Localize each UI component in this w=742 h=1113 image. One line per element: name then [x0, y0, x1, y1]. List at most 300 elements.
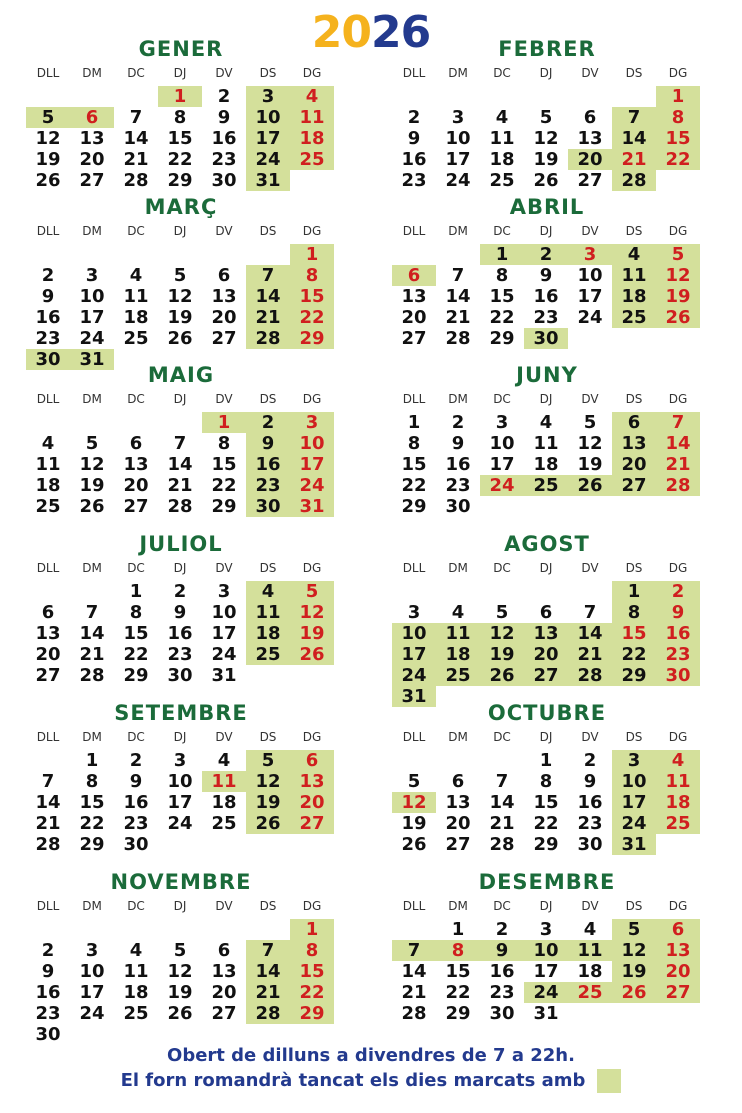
calendar-day: 28: [665, 475, 691, 496]
calendar-day: 27: [299, 813, 325, 834]
calendar-day: 11: [255, 602, 281, 623]
calendar-day: 12: [79, 454, 105, 475]
calendar-day: 12: [577, 433, 603, 454]
weekday-header: DC: [493, 66, 511, 80]
weekday-header: DV: [581, 392, 599, 406]
weekday-header: DM: [448, 66, 468, 80]
calendar-day: 8: [217, 433, 231, 454]
weekday-header: DM: [82, 730, 102, 744]
weekday-header: DC: [127, 899, 145, 913]
calendar-day: 29: [621, 665, 647, 686]
opening-hours-text: Obert de dilluns a divendres de 7 a 22h.: [167, 1045, 575, 1066]
calendar-day: 31: [621, 834, 647, 855]
calendar-day: 24: [533, 982, 559, 1003]
weekday-header: DC: [127, 224, 145, 238]
weekday-header: DG: [668, 392, 688, 406]
calendar-day: 11: [211, 771, 237, 792]
calendar-day: 7: [173, 433, 187, 454]
weekday-header: DS: [259, 66, 277, 80]
calendar-day: 24: [211, 644, 237, 665]
weekday-header: DLL: [402, 224, 426, 238]
calendar-day: 21: [665, 454, 691, 475]
calendar-day: 27: [35, 665, 61, 686]
calendar-day: 6: [41, 602, 55, 623]
calendar-day: 7: [129, 107, 143, 128]
calendar-day: 4: [671, 750, 685, 771]
weekday-header: DS: [625, 392, 643, 406]
calendar-day: 4: [305, 86, 319, 107]
calendar-day: 14: [401, 961, 427, 982]
calendar-day: 12: [167, 286, 193, 307]
legend-swatch: [597, 1069, 621, 1093]
calendar-day: 13: [35, 623, 61, 644]
calendar-day: 14: [123, 128, 149, 149]
month-name: JUNY: [516, 363, 578, 387]
calendar-day: 9: [217, 107, 231, 128]
weekday-header: DLL: [402, 899, 426, 913]
calendar-day: 2: [495, 919, 509, 940]
calendar-day: 9: [41, 286, 55, 307]
calendar-day: 16: [35, 982, 61, 1003]
calendar-day: 23: [167, 644, 193, 665]
calendar-day: 15: [621, 623, 647, 644]
calendar-day: 8: [671, 107, 685, 128]
calendar-day: 7: [41, 771, 55, 792]
calendar-day: 16: [533, 286, 559, 307]
calendar-day: 25: [577, 982, 603, 1003]
calendar-day: 28: [255, 328, 281, 349]
weekday-header: DM: [82, 224, 102, 238]
calendar-day: 20: [123, 475, 149, 496]
calendar-day: 23: [489, 982, 515, 1003]
calendar-day: 14: [79, 623, 105, 644]
calendar-day: 3: [451, 107, 465, 128]
calendar-day: 2: [539, 244, 553, 265]
calendar-day: 27: [401, 328, 427, 349]
calendar-day: 11: [123, 961, 149, 982]
calendar-day: 14: [665, 433, 691, 454]
calendar-day: 9: [41, 961, 55, 982]
calendar-day: 22: [123, 644, 149, 665]
calendar-day: 17: [255, 128, 281, 149]
calendar-day: 4: [627, 244, 641, 265]
calendar-day: 13: [533, 623, 559, 644]
calendar-day: 15: [401, 454, 427, 475]
calendar-day: 20: [79, 149, 105, 170]
calendar-day: 10: [79, 961, 105, 982]
weekday-header: DC: [127, 730, 145, 744]
calendar-day: 13: [123, 454, 149, 475]
calendar-day: 24: [167, 813, 193, 834]
calendar-day: 3: [85, 940, 99, 961]
month-name: GENER: [138, 37, 224, 61]
calendar-day: 9: [407, 128, 421, 149]
calendar-day: 24: [489, 475, 515, 496]
calendar-day: 16: [577, 792, 603, 813]
calendar-day: 6: [671, 919, 685, 940]
calendar-day: 29: [401, 496, 427, 517]
calendar-day: 10: [445, 128, 471, 149]
weekday-header: DJ: [173, 730, 187, 744]
calendar-day: 12: [255, 771, 281, 792]
calendar-day: 7: [85, 602, 99, 623]
weekday-header: DS: [259, 392, 277, 406]
weekday-header: DG: [668, 899, 688, 913]
calendar-day: 5: [407, 771, 421, 792]
calendar-day: 4: [539, 412, 553, 433]
calendar-day: 6: [217, 940, 231, 961]
weekday-header: DM: [448, 899, 468, 913]
calendar-day: 30: [35, 349, 61, 370]
calendar-day: 6: [539, 602, 553, 623]
calendar-day: 30: [123, 834, 149, 855]
calendar-day: 6: [627, 412, 641, 433]
calendar-day: 26: [489, 665, 515, 686]
calendar-day: 5: [261, 750, 275, 771]
calendar-day: 22: [299, 307, 325, 328]
calendar-day: 25: [123, 1003, 149, 1024]
calendar-day: 16: [665, 623, 691, 644]
calendar-day: 5: [173, 265, 187, 286]
calendar-day: 28: [79, 665, 105, 686]
calendar-day: 6: [451, 771, 465, 792]
calendar-day: 24: [79, 1003, 105, 1024]
calendar-day: 29: [299, 328, 325, 349]
calendar-day: 20: [533, 644, 559, 665]
calendar-day: 29: [167, 170, 193, 191]
calendar-day: 3: [627, 750, 641, 771]
calendar-day: 9: [583, 771, 597, 792]
calendar-day: 18: [299, 128, 325, 149]
month-name: MARÇ: [144, 195, 218, 219]
calendar-day: 29: [533, 834, 559, 855]
weekday-header: DC: [493, 392, 511, 406]
month-juliol: [26, 531, 336, 701]
calendar-day: 17: [211, 623, 237, 644]
calendar-day: 30: [445, 496, 471, 517]
calendar-day: 4: [217, 750, 231, 771]
calendar-day: 4: [451, 602, 465, 623]
calendar-day: 15: [299, 286, 325, 307]
calendar-day: 6: [217, 265, 231, 286]
calendar-day: 21: [445, 307, 471, 328]
weekday-header: DLL: [36, 561, 60, 575]
month-name: JULIOL: [139, 532, 223, 556]
calendar-day: 15: [79, 792, 105, 813]
calendar-day: 30: [167, 665, 193, 686]
calendar-day: 14: [621, 128, 647, 149]
weekday-header: DG: [668, 730, 688, 744]
calendar-day: 26: [167, 328, 193, 349]
calendar-day: 25: [299, 149, 325, 170]
calendar-day: 5: [41, 107, 55, 128]
calendar-day: 25: [123, 328, 149, 349]
calendar-day: 5: [305, 581, 319, 602]
calendar-day: 14: [255, 961, 281, 982]
calendar-day: 24: [445, 170, 471, 191]
calendar-day: 29: [79, 834, 105, 855]
calendar-day: 5: [495, 602, 509, 623]
calendar-day: 23: [445, 475, 471, 496]
calendar-day: 15: [211, 454, 237, 475]
calendar-day: 7: [261, 940, 275, 961]
month-name: MAIG: [147, 363, 215, 387]
calendar-day: 19: [577, 454, 603, 475]
calendar-day: 26: [255, 813, 281, 834]
calendar-day: 18: [489, 149, 515, 170]
calendar-day: 5: [173, 940, 187, 961]
calendar-day: 25: [445, 665, 471, 686]
weekday-header: DLL: [402, 730, 426, 744]
calendar-day: 17: [445, 149, 471, 170]
calendar-day: 9: [129, 771, 143, 792]
calendar-day: 20: [621, 454, 647, 475]
calendar-day: 15: [489, 286, 515, 307]
weekday-header: DG: [668, 66, 688, 80]
weekday-header: DS: [259, 561, 277, 575]
calendar-day: 4: [41, 433, 55, 454]
calendar-day: 22: [665, 149, 691, 170]
weekday-header: DV: [215, 224, 233, 238]
calendar-day: 21: [79, 644, 105, 665]
weekday-header: DV: [581, 561, 599, 575]
calendar-day: 13: [211, 286, 237, 307]
weekday-header: DV: [581, 66, 599, 80]
calendar-day: 7: [261, 265, 275, 286]
weekday-header: DLL: [36, 224, 60, 238]
calendar-day: 19: [255, 792, 281, 813]
month-febrer: [392, 36, 702, 206]
calendar-day: 4: [495, 107, 509, 128]
calendar-day: 31: [533, 1003, 559, 1024]
calendar-day: 22: [299, 982, 325, 1003]
calendar-day: 7: [671, 412, 685, 433]
calendar-day: 7: [495, 771, 509, 792]
calendar-day: 16: [445, 454, 471, 475]
calendar-day: 3: [305, 412, 319, 433]
month-març: [26, 194, 336, 370]
calendar-day: 27: [533, 665, 559, 686]
calendar-day: 6: [85, 107, 99, 128]
month-name: ABRIL: [509, 195, 585, 219]
weekday-header: DLL: [36, 66, 60, 80]
calendar-day: 18: [255, 623, 281, 644]
calendar-day: 20: [211, 982, 237, 1003]
calendar-day: 27: [621, 475, 647, 496]
weekday-header: DJ: [173, 224, 187, 238]
weekday-header: DV: [215, 730, 233, 744]
month-gener: [26, 36, 336, 206]
calendar-day: 1: [217, 412, 231, 433]
calendar-day: 19: [79, 475, 105, 496]
calendar-day: 25: [621, 307, 647, 328]
calendar-day: 8: [305, 265, 319, 286]
weekday-header: DC: [127, 392, 145, 406]
calendar-day: 16: [123, 792, 149, 813]
calendar-day: 30: [255, 496, 281, 517]
calendar-day: 9: [539, 265, 553, 286]
calendar-day: 23: [255, 475, 281, 496]
calendar-day: 19: [401, 813, 427, 834]
weekday-header: DG: [302, 561, 322, 575]
calendar-day: 9: [261, 433, 275, 454]
calendar-day: 5: [539, 107, 553, 128]
weekday-header: DV: [581, 224, 599, 238]
calendar-day: 1: [305, 244, 319, 265]
calendar-day: 10: [533, 940, 559, 961]
calendar-day: 30: [577, 834, 603, 855]
calendar-day: 19: [35, 149, 61, 170]
calendar-day: 4: [129, 940, 143, 961]
calendar-day: 24: [621, 813, 647, 834]
calendar-day: 29: [489, 328, 515, 349]
year-part-a: 20: [311, 7, 371, 58]
calendar-day: 10: [167, 771, 193, 792]
calendar-day: 7: [451, 265, 465, 286]
calendar-day: 27: [123, 496, 149, 517]
calendar-day: 28: [621, 170, 647, 191]
weekday-header: DJ: [539, 224, 553, 238]
calendar-day: 17: [79, 307, 105, 328]
calendar-day: 16: [167, 623, 193, 644]
month-maig: [26, 362, 336, 532]
calendar-day: 10: [621, 771, 647, 792]
calendar-day: 4: [129, 265, 143, 286]
month-name: NOVEMBRE: [110, 870, 252, 894]
calendar-day: 11: [123, 286, 149, 307]
calendar-day: 17: [577, 286, 603, 307]
calendar-day: 26: [401, 834, 427, 855]
calendar-day: 11: [533, 433, 559, 454]
calendar-day: 14: [255, 286, 281, 307]
calendar-day: 7: [407, 940, 421, 961]
calendar-day: 3: [407, 602, 421, 623]
weekday-header: DM: [82, 392, 102, 406]
calendar-day: 11: [621, 265, 647, 286]
calendar-day: 11: [445, 623, 471, 644]
calendar-day: 18: [35, 475, 61, 496]
weekday-header: DC: [493, 561, 511, 575]
calendar-day: 18: [577, 961, 603, 982]
calendar-day: 21: [577, 644, 603, 665]
calendar-day: 18: [123, 982, 149, 1003]
weekday-header: DV: [581, 899, 599, 913]
calendar-day: 18: [621, 286, 647, 307]
calendar-day: 3: [217, 581, 231, 602]
weekday-header: DJ: [539, 561, 553, 575]
calendar-day: 22: [79, 813, 105, 834]
calendar-day: 21: [167, 475, 193, 496]
calendar-day: 16: [255, 454, 281, 475]
weekday-header: DV: [215, 392, 233, 406]
calendar-day: 10: [489, 433, 515, 454]
weekday-header: DG: [668, 561, 688, 575]
calendar-day: 23: [35, 1003, 61, 1024]
calendar-day: 2: [671, 581, 685, 602]
calendar-day: 28: [445, 328, 471, 349]
calendar-day: 12: [167, 961, 193, 982]
calendar-day: 20: [665, 961, 691, 982]
calendar-day: 13: [299, 771, 325, 792]
weekday-header: DS: [259, 899, 277, 913]
calendar-day: 2: [173, 581, 187, 602]
weekday-header: DJ: [173, 561, 187, 575]
calendar-day: 18: [211, 792, 237, 813]
calendar-day: 16: [211, 128, 237, 149]
weekday-header: DS: [625, 561, 643, 575]
calendar-day: 30: [665, 665, 691, 686]
calendar-day: 10: [401, 623, 427, 644]
calendar-day: 4: [583, 919, 597, 940]
weekday-header: DC: [493, 730, 511, 744]
calendar-day: 3: [583, 244, 597, 265]
calendar-day: 28: [255, 1003, 281, 1024]
calendar-day: 3: [539, 919, 553, 940]
calendar-day: 27: [79, 170, 105, 191]
month-name: SETEMBRE: [114, 701, 248, 725]
calendar-day: 20: [445, 813, 471, 834]
calendar-day: 17: [621, 792, 647, 813]
calendar-day: 30: [211, 170, 237, 191]
calendar-day: 17: [489, 454, 515, 475]
calendar-day: 8: [451, 940, 465, 961]
calendar-day: 25: [35, 496, 61, 517]
calendar-day: 22: [167, 149, 193, 170]
calendar-day: 20: [401, 307, 427, 328]
calendar-day: 17: [299, 454, 325, 475]
calendar-day: 11: [35, 454, 61, 475]
calendar-day: 27: [211, 1003, 237, 1024]
calendar-day: 31: [299, 496, 325, 517]
calendar-day: 23: [123, 813, 149, 834]
weekday-header: DG: [302, 66, 322, 80]
weekday-header: DS: [625, 899, 643, 913]
calendar-day: 13: [401, 286, 427, 307]
calendar-day: 17: [79, 982, 105, 1003]
calendar-day: 23: [577, 813, 603, 834]
weekday-header: DV: [215, 66, 233, 80]
calendar-day: 14: [35, 792, 61, 813]
month-abril: [392, 194, 702, 364]
calendar-day: 1: [627, 581, 641, 602]
calendar-day: 3: [173, 750, 187, 771]
calendar-day: 19: [167, 307, 193, 328]
calendar-day: 13: [211, 961, 237, 982]
calendar-day: 11: [665, 771, 691, 792]
weekday-header: DJ: [173, 392, 187, 406]
calendar-day: 15: [123, 623, 149, 644]
weekday-header: DLL: [36, 899, 60, 913]
calendar-day: 26: [577, 475, 603, 496]
weekday-header: DV: [215, 899, 233, 913]
calendar-day: 27: [445, 834, 471, 855]
calendar-day: 17: [167, 792, 193, 813]
calendar-day: 22: [533, 813, 559, 834]
calendar-day: 24: [401, 665, 427, 686]
calendar-day: 5: [583, 412, 597, 433]
calendar-day: 1: [85, 750, 99, 771]
calendar-day: 15: [665, 128, 691, 149]
weekday-header: DM: [448, 392, 468, 406]
calendar-day: 31: [401, 686, 427, 707]
calendar-day: 27: [211, 328, 237, 349]
month-setembre: [26, 700, 336, 870]
calendar-day: 10: [299, 433, 325, 454]
calendar-day: 23: [401, 170, 427, 191]
calendar-day: 2: [129, 750, 143, 771]
calendar-day: 6: [583, 107, 597, 128]
calendar-day: 16: [35, 307, 61, 328]
